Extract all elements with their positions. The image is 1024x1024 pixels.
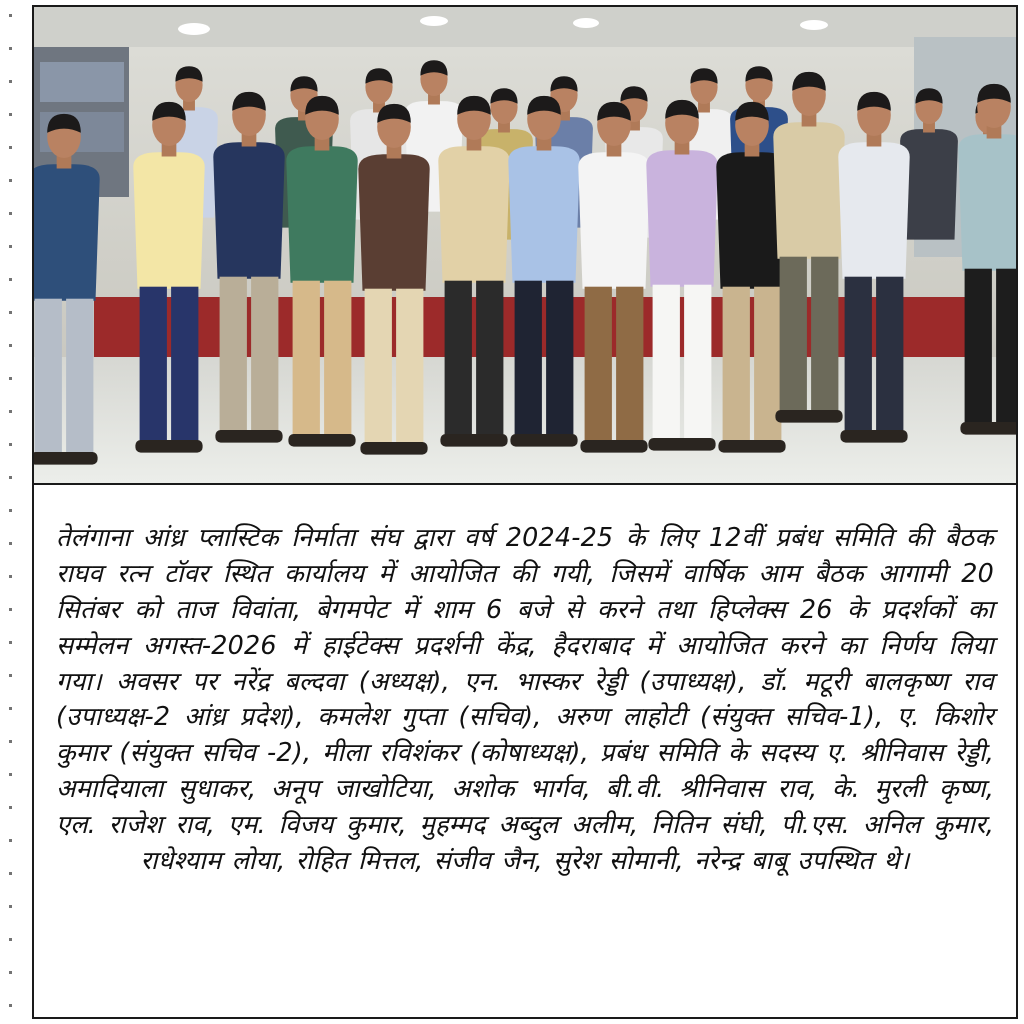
- trousers: [140, 287, 167, 445]
- trousers: [293, 281, 320, 439]
- shirt: [213, 142, 284, 278]
- shirt: [838, 142, 909, 278]
- shoes: [34, 452, 98, 465]
- trousers: [965, 269, 992, 427]
- group-photo-illustration: [34, 7, 1016, 483]
- trousers: [35, 299, 62, 457]
- trousers: [515, 281, 542, 439]
- shoes: [775, 410, 842, 423]
- trousers: [811, 257, 838, 415]
- shirt: [900, 129, 958, 240]
- ceiling-light: [178, 23, 210, 35]
- shirt: [438, 146, 509, 282]
- trousers: [476, 281, 503, 439]
- ceiling-light: [420, 16, 448, 26]
- trousers: [585, 287, 612, 445]
- shoes: [840, 430, 907, 443]
- group-photo: [34, 7, 1016, 485]
- trousers: [445, 281, 472, 439]
- trousers: [324, 281, 351, 439]
- shirt: [646, 150, 717, 286]
- trousers: [251, 277, 278, 435]
- trousers: [616, 287, 643, 445]
- shirt: [578, 152, 649, 288]
- shoes: [510, 434, 577, 447]
- trousers: [653, 285, 680, 443]
- trousers: [684, 285, 711, 443]
- shirt: [133, 152, 204, 288]
- front-row-person: [34, 114, 100, 465]
- shoes: [360, 442, 427, 455]
- shoes: [135, 440, 202, 453]
- shirt: [508, 146, 579, 282]
- shoes: [718, 440, 785, 453]
- ceiling-light: [800, 20, 828, 30]
- news-clipping: [32, 5, 1018, 1019]
- adjacent-column-edge: [0, 0, 20, 1024]
- shirt: [958, 134, 1016, 270]
- article-caption: तेलंगाना आंध्र प्लास्टिक निर्माता संघ द्वारा वर्ष 2024-25 के लिए 12वीं प्रबंध समिति की बैठक राघव रत्न टॉवर स्थित कार्यालय में आयोजित की गयी, जिसमें वार्षिक आम बैठक आगामी 20 सितंबर को ताज विवांता, बेगमपेट में शाम 6 बजे से करने तथा हिप्लेक्स 26 के प्रदर्शकों का सम्मेलन अगस्त-2026 में हाईटेक्स प्रदर्शनी केंद्र, हैदराबाद में आयोजित करने का निर्णय लिया गया। अवसर पर नरेंद्र बल्दवा (अध्यक्ष), एन. भास्कर रेड्डी (उपाध्यक्ष), डॉ. मटूरी बालकृष्ण राव (उपाध्यक्ष-2 आंध्र प्रदेश), कमलेश गुप्ता (सचिव), अरुण लाहोटी (संयुक्त सचिव-1), ए. किशोर कुमार (संयुक्त सचिव -2), मीला रविशंकर (कोषाध्यक्ष), प्रबंध समिति के सदस्य ए. श्रीनिवास रेड्डी, अमादियाला सुधाकर, अनूप जाखोटिया, अशोक भार्गव, बी.वी. श्रीनिवास राव, के. मुरली कृष्ण, एल. राजेश राव, एम. विजय कुमार, मुहम्मद अब्दुल अलीम, नितिन संघी, पी.एस. अनिल कुमार, राधेश्याम लोया, रोहित मित्तल, संजीव जैन, सुरेश सोमानी, नरेन्द्र बाबू उपस्थित थे।: [56, 522, 994, 875]
- trousers: [66, 299, 93, 457]
- trousers: [220, 277, 247, 435]
- trousers: [546, 281, 573, 439]
- shirt: [286, 146, 357, 282]
- trousers: [365, 289, 392, 447]
- shirt: [358, 154, 429, 290]
- books: [40, 62, 124, 102]
- shoes: [215, 430, 282, 443]
- shoes: [288, 434, 355, 447]
- shoes: [580, 440, 647, 453]
- trousers: [996, 269, 1016, 427]
- ceiling-light: [573, 18, 599, 28]
- shirt: [773, 122, 844, 258]
- shoes: [440, 434, 507, 447]
- trousers: [723, 287, 750, 445]
- shoes: [960, 422, 1016, 435]
- trousers: [171, 287, 198, 445]
- trousers: [876, 277, 903, 435]
- shirt: [34, 164, 100, 300]
- trousers: [845, 277, 872, 435]
- trousers: [396, 289, 423, 447]
- shoes: [648, 438, 715, 451]
- trousers: [780, 257, 807, 415]
